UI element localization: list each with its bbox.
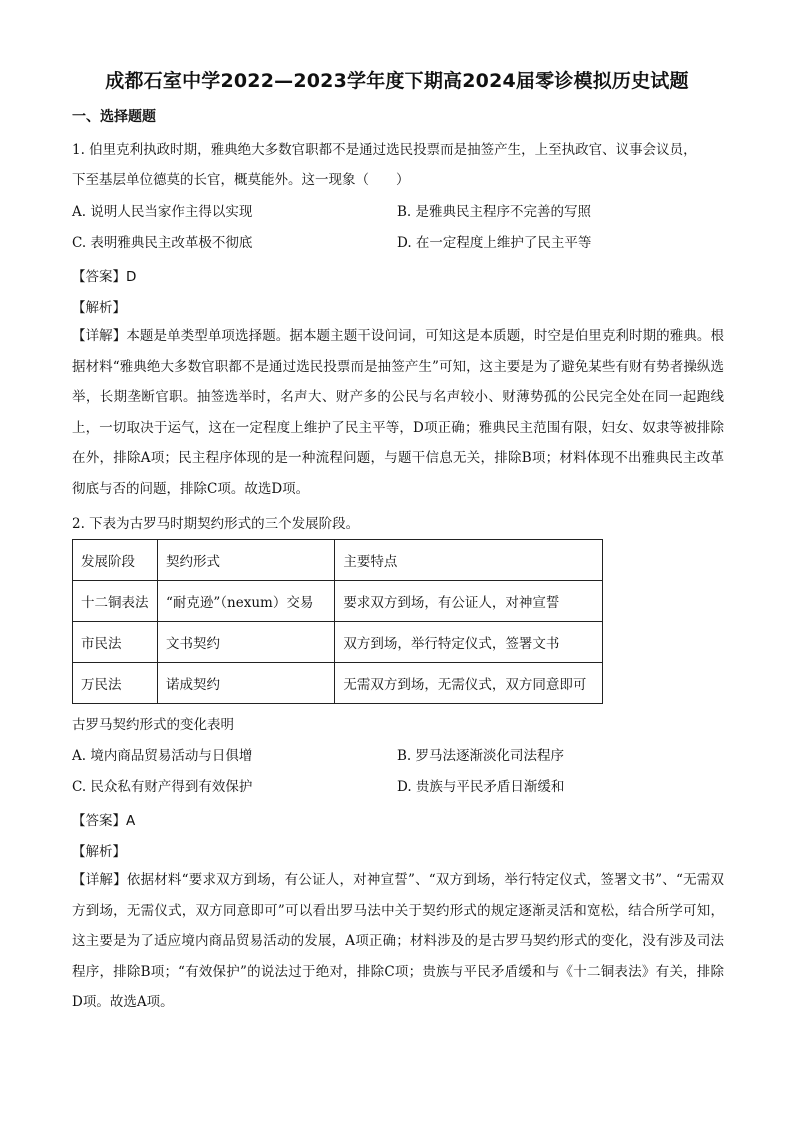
- table-row: [73, 622, 603, 663]
- q2-option-b: B. 罗马法逐渐淡化司法程序: [397, 748, 565, 764]
- table-cell: 十二铜表法: [73, 581, 158, 622]
- q1-analysis-label: 【解析】: [72, 300, 126, 316]
- q2-analysis-label: 【解析】: [72, 844, 126, 860]
- q1-stem-line1: 1. 伯里克利执政时期，雅典绝大多数官职都不是通过选民投票而是抽签产生，上至执政官、议事会议员，: [72, 142, 697, 158]
- table-cell: “耐克逊”（nexum）交易: [157, 581, 334, 622]
- section-heading: 一、选择题题: [72, 109, 156, 125]
- table-cell: 双方到场，举行特定仪式，签署文书: [335, 622, 603, 663]
- table-cell: 万民法: [73, 663, 158, 704]
- table-header-cell: 发展阶段: [73, 540, 158, 581]
- q2-answer: 【答案】A: [72, 813, 136, 829]
- q1-option-d: D. 在一定程度上维护了民主平等: [397, 235, 592, 251]
- table-cell: 文书契约: [157, 622, 334, 663]
- contract-table: [72, 539, 603, 704]
- q2-option-c: C. 民众私有财产得到有效保护: [72, 779, 253, 795]
- table-row: [73, 663, 603, 704]
- q1-detail: 【详解】本题是单类型单项选择题。据本题主题干设问词，可知这是本质题，时空是伯里克利时期的雅典。根据材料“雅典绝大多数官职都不是通过选民投票而是抽签产生”可知，这主要是为了避免某些有财有势者操纵选举，长期垄断官职。抽签选举时，名声大、财产多的公民与名声较小、财薄势孤的公民完全处在同一起跑线上，一切取决于运气，这在一定程度上维护了民主平等，D项正确；雅典民主范围有限，妇女、奴隶等被排除在外，排除A项；民主程序体现的是一种流程问题，与题干信息无关，排除B项；材料体现不出雅典民主改革彻底与否的问题，排除C项。故选D项。: [72, 328, 724, 497]
- table-cell: 无需双方到场，无需仪式，双方同意即可: [335, 663, 603, 704]
- q1-option-b: B. 是雅典民主程序不完善的写照: [397, 204, 592, 220]
- q1-answer: 【答案】D: [72, 269, 137, 285]
- q2-stem: 2. 下表为古罗马时期契约形式的三个发展阶段。: [72, 516, 360, 532]
- table-row: [73, 581, 603, 622]
- q2-after-table: 古罗马契约形式的变化表明: [72, 717, 234, 733]
- q1-stem-line2: 下至基层单位德莫的长官，概莫能外。这一现象（ ）: [72, 172, 410, 188]
- q2-option-d: D. 贵族与平民矛盾日渐缓和: [397, 779, 565, 795]
- table-cell: 市民法: [73, 622, 158, 663]
- q1-option-a: A. 说明人民当家作主得以实现: [72, 204, 253, 220]
- table-header-row: [73, 540, 603, 581]
- page-title: 成都石室中学2022—2023学年度下期高2024届零诊模拟历史试题: [105, 70, 689, 92]
- q2-detail: 【详解】依据材料“要求双方到场，有公证人，对神宣誓”、“双方到场，举行特定仪式，签署文书”、“无需双方到场，无需仪式，双方同意即可”可以看出罗马法中关于契约形式的规定逐渐灵活和宽松，结合所学可知，这主要是为了适应境内商品贸易活动的发展，A项正确；材料涉及的是古罗马契约形式的变化，没有涉及司法程序，排除B项；“有效保护”的说法过于绝对，排除C项；贵族与平民矛盾缓和与《十二铜表法》有关，排除D项。故选A项。: [72, 872, 724, 1010]
- q1-option-c: C. 表明雅典民主改革极不彻底: [72, 235, 253, 251]
- q2-option-a: A. 境内商品贸易活动与日俱增: [72, 748, 253, 764]
- table-cell: 诺成契约: [157, 663, 334, 704]
- table-header-cell: 契约形式: [157, 540, 334, 581]
- table-header-cell: 主要特点: [335, 540, 603, 581]
- table-cell: 要求双方到场，有公证人，对神宣誓: [335, 581, 603, 622]
